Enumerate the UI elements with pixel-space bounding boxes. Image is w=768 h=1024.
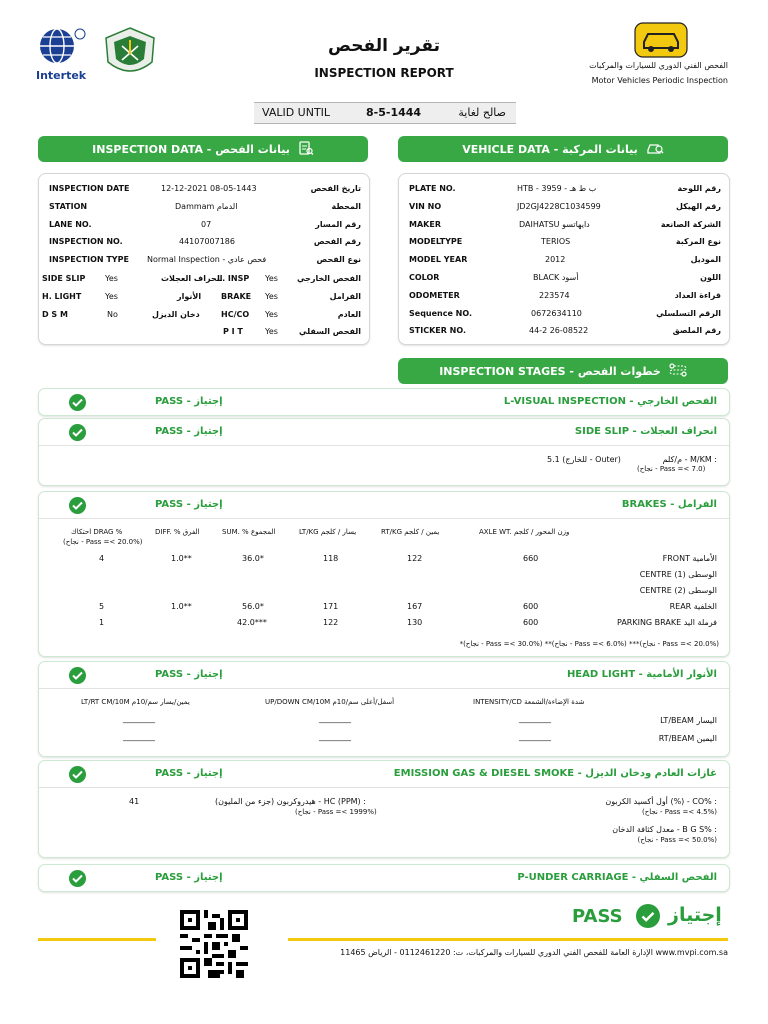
- stage-side-slip-title: SIDE SLIP - انحراف العجلات: [574, 426, 717, 437]
- report-title-en: INSPECTION REPORT: [314, 66, 454, 80]
- headlight-rt-int: ________: [519, 732, 551, 741]
- stage-under-carriage: [38, 864, 730, 892]
- check-hcco-value: Yes: [265, 310, 278, 319]
- check-brake-label: BRAKE: [221, 292, 252, 301]
- headlight-rt-ltrt: ________: [123, 732, 155, 741]
- brakes-front-lt: 118: [323, 554, 339, 563]
- stage-visual-title: L-VISUAL INSPECTION - الفحص الخارجي: [503, 396, 717, 407]
- valid-until-label-ar: صالح لغاية: [458, 106, 506, 119]
- lane-value: 07: [201, 220, 212, 229]
- check-dsm-ar: دخان الديزل: [152, 310, 200, 319]
- stage-visual: [38, 388, 730, 416]
- inspection-date-value: 12-12-2021 08-05-1443: [161, 184, 257, 193]
- check-side-slip-ar: انحراف العجلات: [161, 274, 223, 283]
- emission-co-criteria: (نجاح - Pass =< 4.5%): [641, 808, 717, 816]
- plate-value: HTB - 3959 - ب ط هـ: [517, 184, 597, 193]
- stage-headlight-title: HEAD LIGHT - الأنوار الأمامية: [566, 669, 717, 680]
- clipboard-search-icon: [298, 140, 314, 159]
- check-h-light-label: H. LIGHT: [42, 292, 82, 301]
- headlight-lt-updown: ________: [319, 714, 351, 723]
- stage-emission-title: EMISSION GAS & DIESEL SMOKE - غازات العادم ودخان الديزل: [393, 768, 717, 779]
- check-circle-icon: [69, 667, 86, 684]
- brakes-parking-label: PARKING BRAKE فرملة اليد: [617, 618, 717, 627]
- headlight-lt-label: LT/BEAM اليسار: [660, 716, 717, 725]
- sticker-label-ar: رقم الملصق: [672, 326, 721, 335]
- brakes-header-sum: SUM. % المجموع: [222, 528, 276, 536]
- brakes-front-axle: 660: [523, 554, 539, 563]
- inspection-date-label-ar: تاريخ الفحص: [310, 184, 361, 193]
- emission-bgs-criteria: (نجاح - Pass =< 50.0%): [637, 836, 717, 844]
- check-pit-ar: الفحص السفلي: [299, 327, 361, 336]
- check-circle-icon: [69, 766, 86, 783]
- sticker-label: STICKER NO.: [409, 326, 467, 335]
- valid-until-value: 8-5-1444: [366, 106, 422, 119]
- check-circle-icon: [69, 394, 86, 411]
- check-brake-value: Yes: [265, 292, 278, 301]
- brakes-front-rt: 122: [407, 554, 423, 563]
- plate-label: PLATE NO.: [409, 184, 456, 193]
- footer-rule: [288, 938, 728, 941]
- brakes-parking-axle: 600: [523, 618, 539, 627]
- check-hcco-label: HC/CO: [221, 310, 250, 319]
- vin-label-ar: رقم الهيكل: [676, 202, 721, 211]
- headlight-rt-updown: ________: [319, 732, 351, 741]
- vehicle-data-card: [398, 173, 730, 345]
- maker-label-ar: الشركة الصانعة: [660, 220, 721, 229]
- color-label-ar: اللون: [700, 273, 721, 282]
- brakes-header-diff: DIFF. % الفرق: [155, 528, 200, 536]
- plate-label-ar: رقم اللوحة: [677, 184, 721, 193]
- stage-visual-pass: PASS - إجتياز: [155, 396, 223, 407]
- side-slip-value: 5.1 (للخارج - Outer): [547, 455, 621, 464]
- modeltype-value: TERIOS: [541, 237, 571, 246]
- vin-value: JD2GJ4228C1034599: [517, 202, 601, 211]
- side-slip-unit: م/كلم - M/KM :: [662, 455, 717, 464]
- lane-label-ar: رقم المسار: [315, 220, 361, 229]
- report-title-ar: تقرير الفحص: [328, 36, 440, 56]
- brakes-parking-rt: 130: [407, 618, 423, 627]
- brakes-header-drag-note: (نجاح - Pass =< 20.0%): [63, 538, 143, 546]
- valid-until-label: VALID UNTIL: [262, 106, 331, 119]
- brakes-rear-lt: 171: [323, 602, 339, 611]
- brakes-header-rt: RT/KG يمين / كلجم: [381, 528, 440, 536]
- brakes-centre1-label: CENTRE (1) الوسطى: [639, 570, 717, 579]
- stage-side-slip-pass: PASS - إجتياز: [155, 426, 223, 437]
- inspection-type-label-ar: نوع الفحص: [316, 255, 361, 264]
- headlight-rt-label: RT/BEAM اليمين: [658, 734, 717, 743]
- footer-address: الإدارة العامة للفحص الفني الدوري للسيارات والمركبات، ت: 0112461220 - الرياض 11465 www.mvpi.com.sa: [340, 948, 728, 957]
- color-value: BLACK أسود: [533, 273, 579, 282]
- stage-side-slip: [38, 418, 730, 486]
- brakes-centre2-label: CENTRE (2) الوسطى: [639, 586, 717, 595]
- stage-brakes: [38, 491, 730, 657]
- emission-hc-criteria: (نجاح - Pass =< 1999%): [295, 808, 377, 816]
- emission-co-label: أول أكسيد الكربون (%) - CO% :: [605, 797, 717, 806]
- brakes-parking-lt: 122: [323, 618, 339, 627]
- modeltype-label-ar: نوع المركبة: [675, 237, 721, 246]
- inspection-type-label: INSPECTION TYPE: [49, 255, 129, 264]
- emission-hc-value: 41: [129, 797, 140, 806]
- check-side-slip-label: SIDE SLIP: [42, 274, 86, 283]
- stage-brakes-pass: PASS - إجتياز: [155, 499, 223, 510]
- inspection-data-header: [38, 136, 368, 162]
- sequence-label-ar: الرقم التسلسلي: [656, 309, 721, 318]
- brakes-parking-drag: 1: [99, 618, 105, 627]
- mvpi-logo: [634, 22, 688, 58]
- footer-pass: [572, 902, 732, 932]
- side-slip-criteria: (نجاح - Pass =< 7.0): [637, 465, 706, 473]
- color-label: COLOR: [409, 273, 440, 282]
- check-circle-icon: [69, 424, 86, 441]
- vehicle-data-title: VEHICLE DATA - بيانات المركبة: [462, 142, 638, 156]
- car-search-icon: [646, 140, 664, 159]
- check-hcco-ar: العادم: [337, 310, 361, 319]
- check-h-light-value: Yes: [105, 292, 118, 301]
- brakes-parking-sum: 42.0***: [237, 618, 267, 627]
- station-label-ar: المحطة: [331, 202, 361, 211]
- odometer-label-ar: قراءة العداد: [674, 291, 721, 300]
- check-l-insp-label: L. INSP: [217, 274, 250, 283]
- inspection-stages-header: [398, 358, 728, 384]
- stage-headlight-pass: PASS - إجتياز: [155, 669, 223, 680]
- model-year-label-ar: الموديل: [690, 255, 721, 264]
- headlight-header-intensity: INTENSITY/CD شدة الإضاءة/الشمعة: [473, 698, 585, 706]
- headlight-lt-int: ________: [519, 714, 551, 723]
- check-dsm-label: D S M: [42, 310, 68, 319]
- headlight-lt-ltrt: ________: [123, 714, 155, 723]
- brakes-front-diff: 1.0**: [171, 554, 192, 563]
- lane-label: LANE NO.: [49, 220, 92, 229]
- brakes-front-label: FRONT الأمامية: [662, 554, 717, 563]
- brakes-header-drag: احتكاك DRAG %: [71, 528, 123, 536]
- station-label: STATION: [49, 202, 88, 211]
- odometer-value: 223574: [539, 291, 570, 300]
- check-brake-ar: الفرامل: [329, 292, 361, 301]
- stage-brakes-title: BRAKES - الفرامل: [621, 499, 717, 510]
- brakes-header-lt: LT/KG يسار / كلجم: [299, 528, 357, 536]
- intertek-label: Intertek: [36, 69, 87, 82]
- qr-code: [180, 910, 248, 978]
- inspection-stages-title: INSPECTION STAGES - خطوات الفحص: [439, 364, 661, 378]
- valid-until-box: [254, 102, 516, 124]
- brakes-header-axle: AXLE WT. وزن المحور / كلجم: [479, 528, 570, 536]
- inspection-no-label-ar: رقم الفحص: [313, 237, 361, 246]
- check-dsm-value: No: [107, 310, 118, 319]
- check-pit-label: P I T: [223, 327, 243, 336]
- check-circle-icon: [636, 904, 660, 928]
- footer-rule-left: [38, 938, 156, 941]
- inspection-no-value: 44107007186: [179, 237, 235, 246]
- inspection-date-label: INSPECTION DATE: [49, 184, 130, 193]
- vin-label: VIN NO: [409, 202, 442, 211]
- brakes-rear-sum: 56.0*: [242, 602, 264, 611]
- station-value: Dammam الدمام: [175, 202, 238, 211]
- inspection-data-card: [38, 173, 370, 345]
- brakes-rear-diff: 1.0**: [171, 602, 192, 611]
- stage-emission-pass: PASS - إجتياز: [155, 768, 223, 779]
- route-icon: [669, 363, 687, 380]
- check-circle-icon: [69, 870, 86, 887]
- inspection-no-label: INSPECTION NO.: [49, 237, 123, 246]
- footer-pass-ar: إجتياز: [668, 904, 722, 926]
- footer-pass-en: PASS: [572, 906, 623, 927]
- stage-under-title: P-UNDER CARRIAGE - الفحص السفلي: [517, 872, 717, 883]
- brakes-rear-label: REAR الخلفية: [669, 602, 717, 611]
- stage-headlight: [38, 661, 730, 757]
- headlight-header-ltrt: LT/RT CM/10M يمين/يسار سم/10م: [81, 698, 190, 706]
- inspection-type-value: Normal Inspection - فحص عادي: [147, 255, 267, 264]
- vehicle-data-header: [398, 136, 728, 162]
- brakes-front-sum: 36.0*: [242, 554, 264, 563]
- odometer-label: ODOMETER: [409, 291, 460, 300]
- sequence-value: 0672634110: [531, 309, 582, 318]
- maker-value: DAIHATSU دايهاتسو: [519, 220, 590, 229]
- headlight-header-updown: UP/DOWN CM/10M أسفل/أعلى سم/10م: [265, 698, 395, 706]
- check-l-insp-value: Yes: [265, 274, 278, 283]
- brakes-front-drag: 4: [99, 554, 105, 563]
- brakes-rear-drag: 5: [99, 602, 105, 611]
- brakes-footnote: *(نجاح - Pass =< 30.0%) **(نجاح - Pass =< 6.0%) ***(نجاح - Pass =< 20.0%): [459, 640, 719, 648]
- stage-emission: [38, 760, 730, 858]
- check-side-slip-value: Yes: [105, 274, 118, 283]
- check-l-insp-ar: الفحص الخارجي: [297, 274, 361, 283]
- model-year-label: MODEL YEAR: [409, 255, 468, 264]
- inspection-data-title: INSPECTION DATA - بيانات الفحص: [92, 142, 290, 156]
- emission-bgs-label: معدل كثافة الدخان - B G S% :: [612, 825, 717, 834]
- mvpi-name-ar: الفحص الفني الدوري للسيارات والمركبات: [589, 61, 728, 70]
- stage-under-pass: PASS - إجتياز: [155, 872, 223, 883]
- sequence-label: Sequence NO.: [409, 309, 473, 318]
- maker-label: MAKER: [409, 220, 441, 229]
- mvpi-name-en: Motor Vehicles Periodic Inspection: [591, 76, 728, 85]
- emission-hc-label: هيدروكربون (جزء من المليون) - HC (PPM) :: [215, 797, 366, 806]
- check-pit-value: Yes: [265, 327, 278, 336]
- sticker-value: 44-2 26-08522: [529, 326, 589, 335]
- model-year-value: 2012: [545, 255, 566, 264]
- check-h-light-ar: الأنوار: [177, 292, 202, 301]
- brakes-rear-axle: 600: [523, 602, 539, 611]
- check-circle-icon: [69, 497, 86, 514]
- brakes-rear-rt: 167: [407, 602, 423, 611]
- modeltype-label: MODELTYPE: [409, 237, 463, 246]
